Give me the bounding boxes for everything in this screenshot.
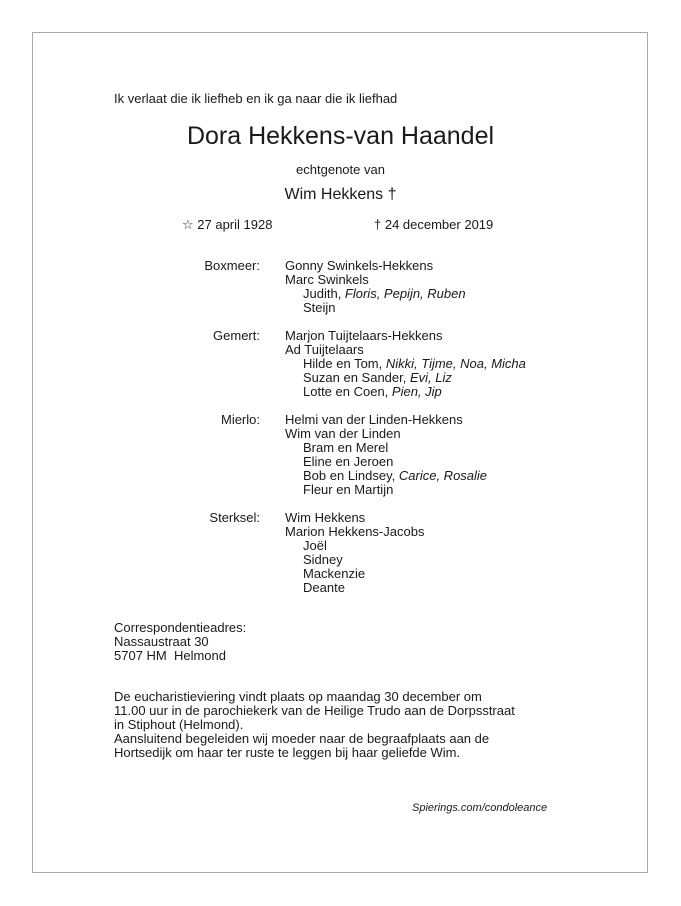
opening-quote: Ik verlaat die ik liefheb en ik ga naar die ik liefhad <box>114 91 398 106</box>
parent-name: Marion Hekkens-Jacobs <box>285 524 425 539</box>
family-block <box>0 259 681 315</box>
great-grandchildren-names: Carice, Rosalie <box>398 468 488 483</box>
grandchild-line <box>285 301 681 315</box>
grandchild-line <box>285 581 681 595</box>
parent-name: Marc Swinkels <box>285 272 369 287</box>
parent-name: Wim van der Linden <box>285 426 401 441</box>
grandchild-line <box>285 469 681 483</box>
grandchild-line <box>285 483 681 497</box>
family-block <box>0 329 681 399</box>
family-members <box>285 511 681 595</box>
grandchild-names: Fleur en Martijn <box>303 482 394 497</box>
grandchild-line <box>285 385 681 399</box>
service-announcement <box>114 690 554 760</box>
family-place: Mierlo: <box>220 412 260 427</box>
service-line: Aansluitend begeleiden wij moeder naar de begraafplaats aan de <box>114 731 490 746</box>
grandchild-names: Judith, <box>303 286 345 301</box>
grandchild-names: Eline en Jeroen <box>303 454 394 469</box>
grandchild-names: Bram en Merel <box>303 440 389 455</box>
condolence-website[interactable]: Spierings.com/condoleance <box>412 802 548 814</box>
family-place: Sterksel: <box>209 510 260 525</box>
grandchild-names: Mackenzie <box>303 566 366 581</box>
service-line: De eucharistieviering vindt plaats op maandag 30 december om <box>114 689 482 704</box>
grandchild-line <box>285 539 681 553</box>
family-list <box>0 259 681 609</box>
grandchild-names: Lotte en Coen, <box>303 384 392 399</box>
grandchild-names: Hilde en Tom, <box>303 356 386 371</box>
spouse-name: Wim Hekkens † <box>284 186 397 203</box>
grandchild-names: Joël <box>303 538 327 553</box>
grandchild-line <box>285 455 681 469</box>
parent-name: Marjon Tuijtelaars-Hekkens <box>285 328 443 343</box>
parent-name: Gonny Swinkels-Hekkens <box>285 258 434 273</box>
grandchild-names: Bob en Lindsey, <box>303 468 399 483</box>
service-line: 11.00 uur in de parochiekerk van de Heilige Trudo aan de Dorpsstraat <box>114 703 515 718</box>
parent-name: Helmi van der Linden-Hekkens <box>285 412 463 427</box>
parent-name: Wim Hekkens <box>285 510 366 525</box>
grandchild-line <box>285 553 681 567</box>
grandchild-names: Suzan en Sander, <box>303 370 410 385</box>
correspondence-street: Nassaustraat 30 <box>114 634 209 649</box>
family-place: Boxmeer: <box>204 258 260 273</box>
deceased-name: Dora Hekkens-van Haandel <box>186 122 495 150</box>
grandchild-names: Steijn <box>303 300 336 315</box>
family-members <box>285 413 681 497</box>
grandchild-line <box>285 441 681 455</box>
grandchild-names: Sidney <box>303 552 343 567</box>
grandchild-line <box>285 357 681 371</box>
great-grandchildren-names: Nikki, Tijme, Noa, Micha <box>385 356 526 371</box>
service-line: in Stiphout (Helmond). <box>114 717 244 732</box>
family-block <box>0 413 681 497</box>
grandchild-line <box>285 287 681 301</box>
birth-date: ☆ 27 april 1928 <box>182 217 273 232</box>
service-line: Hortsedijk om haar ter ruste te leggen bij haar geliefde Wim. <box>114 745 461 760</box>
great-grandchildren-names: Evi, Liz <box>409 370 452 385</box>
correspondence-city: 5707 HM Helmond <box>114 648 226 663</box>
family-members <box>285 259 681 315</box>
death-date: † 24 december 2019 <box>374 217 494 232</box>
correspondence-address <box>114 621 246 663</box>
spouse-label: echtgenote van <box>296 162 385 177</box>
great-grandchildren-names: Pien, Jip <box>391 384 442 399</box>
grandchild-line <box>285 567 681 581</box>
correspondence-label: Correspondentieadres: <box>114 620 247 635</box>
grandchild-names: Deante <box>303 580 345 595</box>
family-members <box>285 329 681 399</box>
grandchild-line <box>285 371 681 385</box>
family-block <box>0 511 681 595</box>
great-grandchildren-names: Floris, Pepijn, Ruben <box>344 286 466 301</box>
parent-name: Ad Tuijtelaars <box>285 342 364 357</box>
family-place: Gemert: <box>213 328 260 343</box>
